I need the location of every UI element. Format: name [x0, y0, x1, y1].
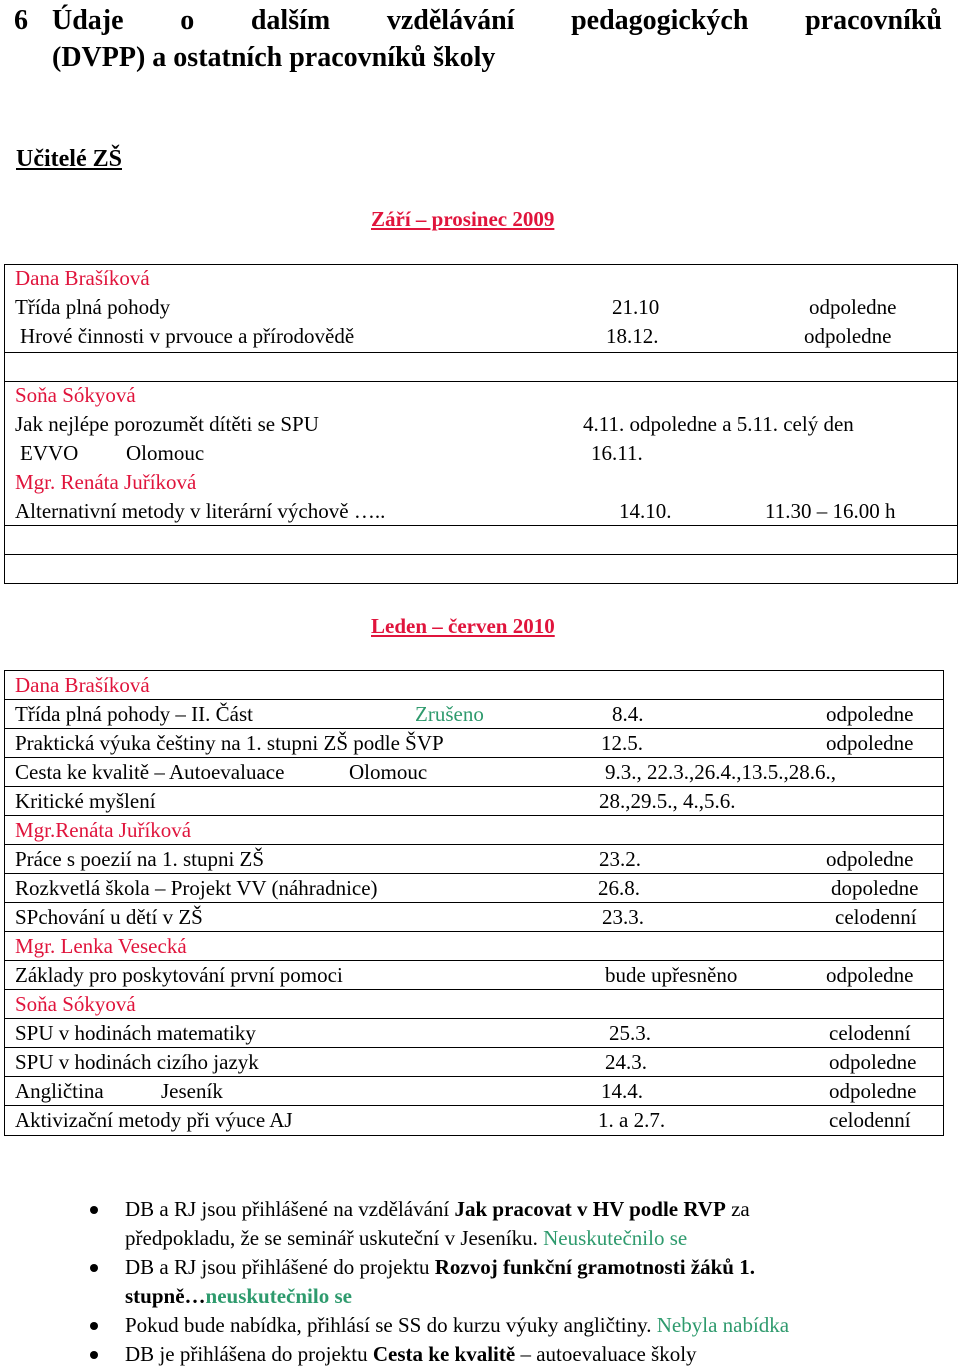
course-time: celodenní [835, 905, 917, 929]
note-line [125, 1253, 755, 1282]
course-time: odpoledne [826, 847, 914, 871]
course-title: Třída plná pohody [15, 295, 171, 319]
course-date: 4.11. odpoledne a 5.11. celý den [583, 412, 854, 436]
course-date: 24.3. [605, 1050, 647, 1074]
note-project: Rozvoj funkční gramotnosti žáků 1. [434, 1255, 755, 1279]
course-date: 21.10 [612, 295, 660, 319]
table-divider [4, 989, 944, 990]
note-status: Neuskutečnilo se [543, 1226, 688, 1250]
teacher-name: Mgr.Renáta Juříková [15, 818, 192, 842]
table-divider [4, 381, 958, 382]
note-line [125, 1340, 697, 1369]
course-title: Práce s poezií na 1. stupni ZŠ [15, 847, 265, 871]
note-text: DB a RJ jsou přihlášené na vzdělávání [125, 1197, 455, 1221]
note-text: Pokud bude nabídka, přihlásí se SS do kurzu výuky angličtiny. [125, 1313, 657, 1337]
course-title: Praktická výuka češtiny na 1. stupni ZŠ podle ŠVP [15, 731, 444, 755]
note-text: – autoevaluace školy [515, 1342, 697, 1366]
table-divider [4, 554, 958, 555]
course-note: Zrušeno [415, 702, 484, 726]
note-course: Jak pracovat v HV podle RVP [454, 1197, 726, 1221]
period-title-2010: Leden – červen 2010 [371, 614, 555, 638]
teacher-name: Mgr. Lenka Vesecká [15, 934, 187, 958]
note-line [125, 1195, 750, 1224]
course-title: Hrové činnosti v prvouce a přírodovědě [20, 324, 355, 348]
course-place: Olomouc [126, 441, 205, 465]
note-text: DB a RJ jsou přihlášené do projektu [125, 1255, 435, 1279]
note-line [125, 1224, 687, 1253]
note-line [125, 1282, 352, 1311]
course-title: EVVO [20, 441, 79, 465]
note-project: Cesta ke kvalitě [372, 1342, 516, 1366]
course-place: Jeseník [161, 1079, 223, 1103]
bullet-dot-icon [90, 1206, 98, 1214]
bullet-dot-icon [90, 1351, 98, 1359]
course-time: celodenní [829, 1108, 911, 1132]
course-time: odpoledne [826, 702, 914, 726]
course-date: 25.3. [609, 1021, 651, 1045]
course-title: SPU v hodinách cizího jazyk [15, 1050, 259, 1074]
course-time: dopoledne [831, 876, 919, 900]
course-place: Olomouc [349, 760, 428, 784]
note-text: za [725, 1197, 750, 1221]
course-date: 8.4. [612, 702, 644, 726]
course-time: odpoledne [826, 963, 914, 987]
course-title: Angličtina [15, 1079, 104, 1103]
period-title-2009: Září – prosinec 2009 [371, 207, 555, 231]
course-title: Základy pro poskytování první pomoci [15, 963, 343, 987]
table-divider [4, 352, 958, 353]
course-date: 23.2. [599, 847, 641, 871]
page-title-line-1: Údaje o dalším vzdělávání pedagogických pracovníků [52, 5, 942, 36]
course-title: Cesta ke kvalitě – Autoevaluace [15, 760, 285, 784]
course-title: Jak nejlépe porozumět dítěti se SPU [15, 412, 319, 436]
page-title-line-2: (DVPP) a ostatních pracovníků školy [52, 42, 496, 73]
course-date: 9.3., 22.3.,26.4.,13.5.,28.6., [605, 760, 836, 784]
note-status: Nebyla nabídka [656, 1313, 790, 1337]
teacher-name: Mgr. Renáta Juříková [15, 470, 197, 494]
table-divider [4, 1076, 944, 1077]
course-title: Rozkvetlá škola – Projekt VV (náhradnice) [15, 876, 378, 900]
course-time: 11.30 – 16.00 h [765, 499, 896, 523]
course-time: odpoledne [809, 295, 897, 319]
course-date: 16.11. [591, 441, 643, 465]
subheading-teachers: Učitelé ZŠ [16, 146, 122, 172]
teacher-name: Soňa Sókyová [15, 992, 136, 1016]
course-title: Třída plná pohody – II. Část [15, 702, 253, 726]
section-number: 6 [14, 5, 28, 36]
bullet-dot-icon [90, 1322, 98, 1330]
course-date: bude upřesněno [605, 963, 738, 987]
note-project: stupně… [125, 1284, 206, 1308]
course-title: Aktivizační metody při výuce AJ [15, 1108, 293, 1132]
note-status: neuskutečnilo se [205, 1284, 352, 1308]
course-time: odpoledne [804, 324, 892, 348]
course-date: 14.10. [619, 499, 672, 523]
course-time: odpoledne [826, 731, 914, 755]
course-title: SPU v hodinách matematiky [15, 1021, 256, 1045]
course-date: 28.,29.5., 4.,5.6. [599, 789, 736, 813]
teacher-name: Dana Brašíková [15, 266, 150, 290]
course-title: Alternativní metody v literární výchově ….. [15, 499, 386, 523]
course-time: odpoledne [829, 1050, 917, 1074]
bullet-dot-icon [90, 1264, 98, 1272]
teacher-name: Dana Brašíková [15, 673, 150, 697]
table-divider [4, 525, 958, 526]
course-time: celodenní [829, 1021, 911, 1045]
course-title: Kritické myšlení [15, 789, 156, 813]
course-title: SPchování u dětí v ZŠ [15, 905, 203, 929]
course-date: 14.4. [601, 1079, 643, 1103]
note-line [125, 1311, 789, 1340]
note-text: DB je přihlášena do projektu [125, 1342, 373, 1366]
course-time: odpoledne [829, 1079, 917, 1103]
course-date: 12.5. [601, 731, 643, 755]
note-text: předpokladu, že se seminář uskuteční v Jeseníku. [125, 1226, 544, 1250]
teacher-name: Soňa Sókyová [15, 383, 136, 407]
course-date: 26.8. [598, 876, 640, 900]
course-date: 1. a 2.7. [598, 1108, 666, 1132]
course-date: 23.3. [602, 905, 644, 929]
course-date: 18.12. [606, 324, 659, 348]
